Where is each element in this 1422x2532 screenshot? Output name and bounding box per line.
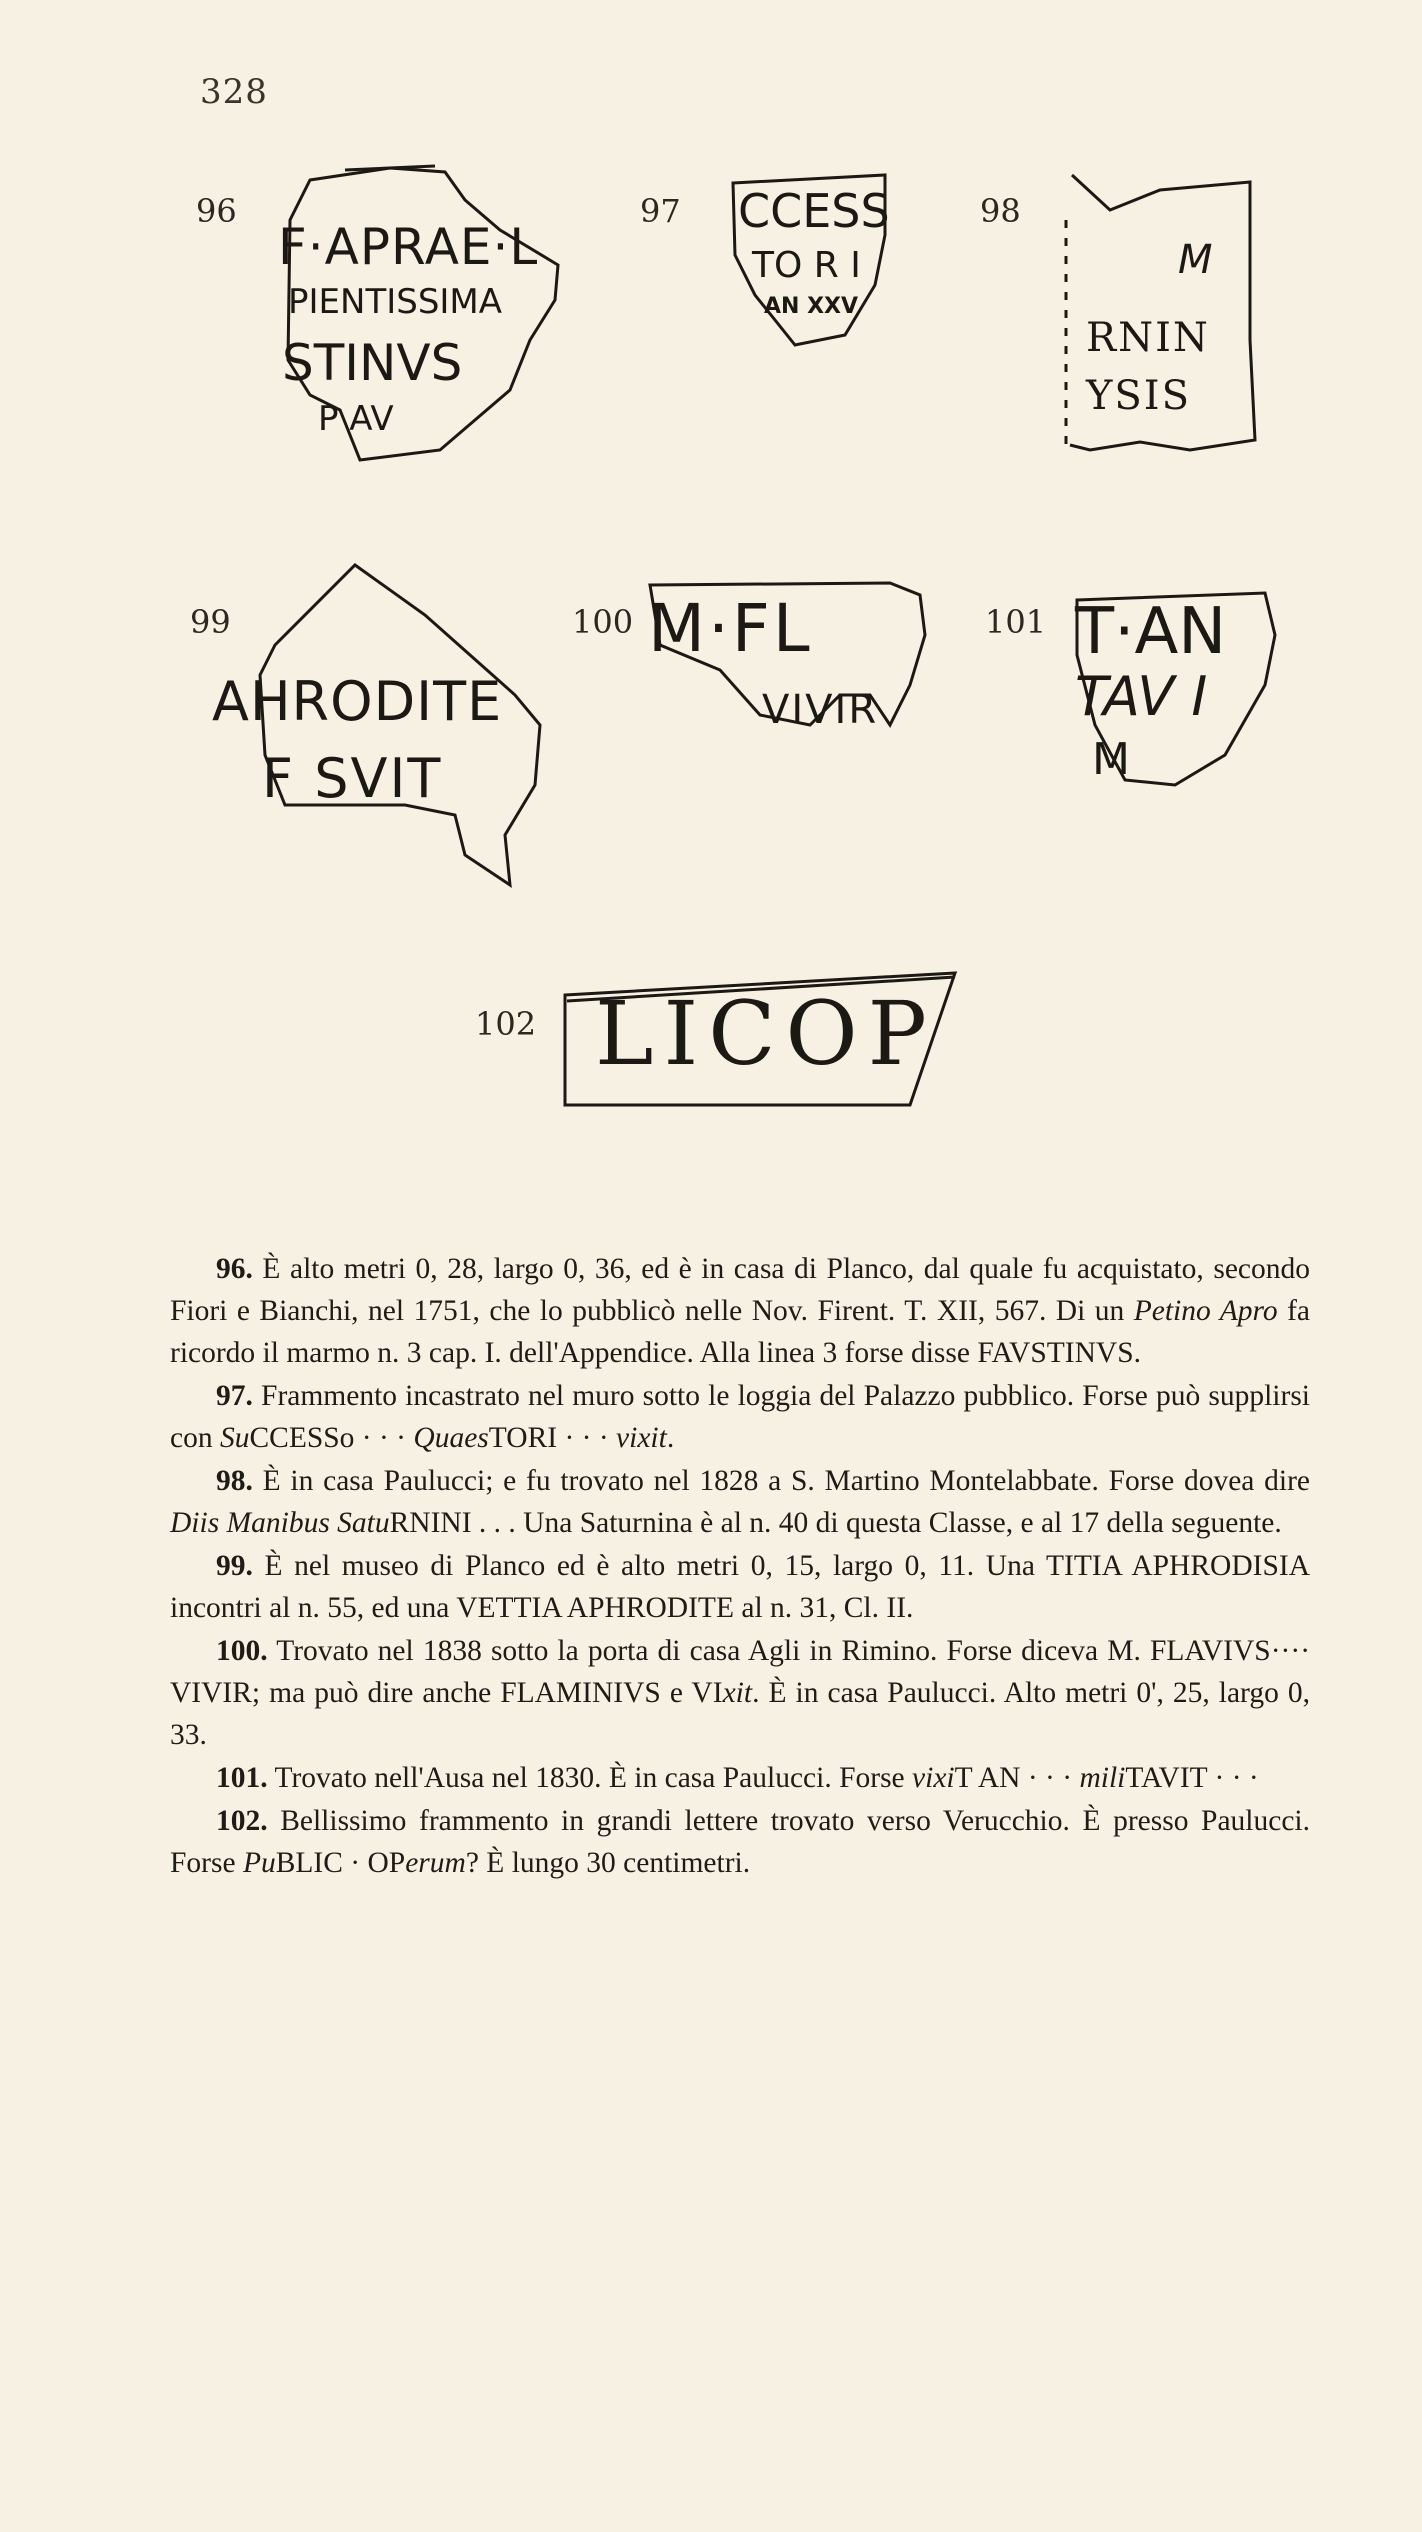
figure-number-99: 99 bbox=[190, 603, 231, 641]
text-segment: T AN · · · bbox=[954, 1762, 1080, 1794]
inscription-96-line-1: F·APRAE·L bbox=[278, 218, 539, 276]
note-102: 102. Bellissimo frammento in grandi lettere trovato verso Verucchio. È presso Paulucci. Forse PuBLIC · OPerum? È lungo 30 centimetri. bbox=[170, 1805, 1310, 1879]
note-97: 97. Frammento incastrato nel muro sotto le loggia del Palazzo pubblico. Forse può supplirsi con SuCCESSo · · · QuaesTORI · · · vixit. bbox=[170, 1380, 1310, 1454]
note-102-body bbox=[170, 1805, 1310, 1879]
text-segment: TAVIT · · · bbox=[1125, 1762, 1259, 1794]
inscription-98-line-1: M bbox=[1178, 237, 1213, 283]
text-segment: . È in casa Paulucci. Alto metri 0', 25, largo 0, 33. bbox=[170, 1677, 1311, 1751]
text-segment: Trovato nel 1838 sotto la porta di casa Agli in Rimino. Forse diceva M. FLAVIVS···· VIVIR; ma può dire anche FLAMINIVS e VI bbox=[170, 1635, 1311, 1709]
inscription-96-line-3: STINVS bbox=[282, 334, 463, 392]
text-segment: xit bbox=[722, 1677, 753, 1709]
note-101-body bbox=[274, 1762, 1258, 1794]
note-101: 101. Trovato nell'Ausa nel 1830. È in casa Paulucci. Forse vixiT AN · · · miliTAVIT · · · bbox=[216, 1762, 1259, 1794]
text-segment: BLIC · OP bbox=[275, 1847, 406, 1879]
figure-number-97: 97 bbox=[640, 192, 681, 230]
note-100: 100. Trovato nel 1838 sotto la porta di casa Agli in Rimino. Forse diceva M. FLAVIVS···· VIVIR; ma può dire anche FLAMINIVS e VIxit. È in casa Paulucci. Alto metri 0', 25, largo 0, 33. bbox=[170, 1635, 1311, 1751]
text-segment: erum bbox=[405, 1847, 466, 1879]
commentary bbox=[170, 1248, 1310, 1885]
page-number: 328 bbox=[200, 72, 268, 112]
text-segment: Diis Manibus Satu bbox=[170, 1507, 390, 1539]
inscription-101-line-1: T·AN bbox=[1075, 595, 1227, 669]
inscription-97-line-3: AN XXV bbox=[764, 294, 859, 319]
text-segment: CCESSo · · · bbox=[249, 1422, 414, 1454]
inscription-100-line-1: M·FL bbox=[648, 590, 813, 667]
figure-number-101: 101 bbox=[985, 603, 1047, 641]
text-segment: Trovato nell'Ausa nel 1830. È in casa Paulucci. Forse bbox=[274, 1762, 913, 1794]
inscription-96-line-2: PIENTISSIMA bbox=[288, 282, 503, 322]
text-segment: vixit bbox=[616, 1422, 667, 1454]
inscription-102-line-1: LICOP bbox=[595, 982, 937, 1085]
note-97-body bbox=[170, 1380, 1310, 1454]
text-segment: Bellissimo frammento in grandi lettere trovato verso Verucchio. È presso Paulucci. Forse bbox=[170, 1805, 1310, 1879]
text-segment: fa ricordo il marmo n. 3 cap. I. dell'Appendice. Alla linea 3 forse disse FAVSTINVS. bbox=[170, 1295, 1310, 1369]
text-segment: Su bbox=[219, 1422, 250, 1454]
text-segment: È alto metri 0, 28, largo 0, 36, ed è in casa di Planco, dal quale fu acquistato, secondo Fiori e Bianchi, nel 1751, che lo pubblicò nelle Nov. Firent. T. XII, 567. Di un bbox=[170, 1253, 1311, 1327]
text-segment: vixi bbox=[912, 1762, 955, 1794]
note-98-body bbox=[170, 1465, 1310, 1539]
inscription-97-line-1: CCESS bbox=[738, 184, 890, 238]
figure-number-102: 102 bbox=[475, 1005, 537, 1043]
text-segment: TORI · · · bbox=[488, 1422, 617, 1454]
text-segment: Pu bbox=[242, 1847, 276, 1879]
note-99-body bbox=[170, 1550, 1310, 1624]
inscription-96-line-4: P AV bbox=[318, 399, 394, 439]
note-99: 99. È nel museo di Planco ed è alto metri 0, 15, largo 0, 11. Una TITIA APHRODISIA incontri al n. 55, ed una VETTIA APHRODITE al n. 31, Cl. II. bbox=[170, 1550, 1310, 1624]
text-segment: ? È lungo 30 centimetri. bbox=[465, 1847, 751, 1879]
text-segment: . bbox=[666, 1422, 675, 1454]
text-segment: Frammento incastrato nel muro sotto le loggia del Palazzo pubblico. Forse può supplirsi con bbox=[170, 1380, 1310, 1454]
text-segment: È in casa Paulucci; e fu trovato nel 1828 a S. Martino Montelabbate. Forse dovea dire bbox=[262, 1465, 1311, 1497]
inscription-98-line-2: RNIN bbox=[1086, 315, 1210, 361]
inscription-101-line-2: TAV I bbox=[1075, 665, 1208, 728]
text-segment: È nel museo di Planco ed è alto metri 0, 15, largo 0, 11. Una TITIA APHRODISIA incontri al n. 55, ed una VETTIA APHRODITE al n. 31, Cl. II. bbox=[170, 1550, 1310, 1624]
note-98: 98. È in casa Paulucci; e fu trovato nel 1828 a S. Martino Montelabbate. Forse dovea dire Diis Manibus SatuRNINI . . . Una Saturnina è al n. 40 di questa Classe, e al 17 della seguente. bbox=[170, 1465, 1311, 1539]
note-96: 96. È alto metri 0, 28, largo 0, 36, ed è in casa di Planco, dal quale fu acquistato, secondo Fiori e Bianchi, nel 1751, che lo pubblicò nelle Nov. Firent. T. XII, 567. Di un Petino Apro fa ricordo il marmo n. 3 cap. I. dell'Appendice. Alla linea 3 forse disse FAVSTINVS. bbox=[170, 1253, 1311, 1369]
inscription-100-line-2: VIVIR bbox=[762, 687, 879, 733]
inscription-97-line-2: TO R I bbox=[752, 245, 861, 286]
figure-number-100: 100 bbox=[572, 603, 634, 641]
note-96-body bbox=[170, 1253, 1310, 1369]
inscription-98-line-3: YSIS bbox=[1086, 373, 1192, 419]
inscription-101-line-3: M bbox=[1092, 734, 1130, 785]
text-segment: Petino Apro bbox=[1133, 1295, 1278, 1327]
text-segment: Quaes bbox=[413, 1422, 489, 1454]
figure-number-96: 96 bbox=[196, 192, 237, 230]
text-segment: RNINI . . . Una Saturnina è al n. 40 di questa Classe, e al 17 della seguente. bbox=[389, 1507, 1282, 1539]
note-100-body bbox=[170, 1635, 1310, 1751]
inscription-99-line-2: F SVIT bbox=[262, 747, 443, 810]
text-segment: mili bbox=[1079, 1762, 1126, 1794]
inscription-99-line-1: AHRODITE bbox=[212, 670, 503, 733]
figure-number-98: 98 bbox=[980, 192, 1021, 230]
